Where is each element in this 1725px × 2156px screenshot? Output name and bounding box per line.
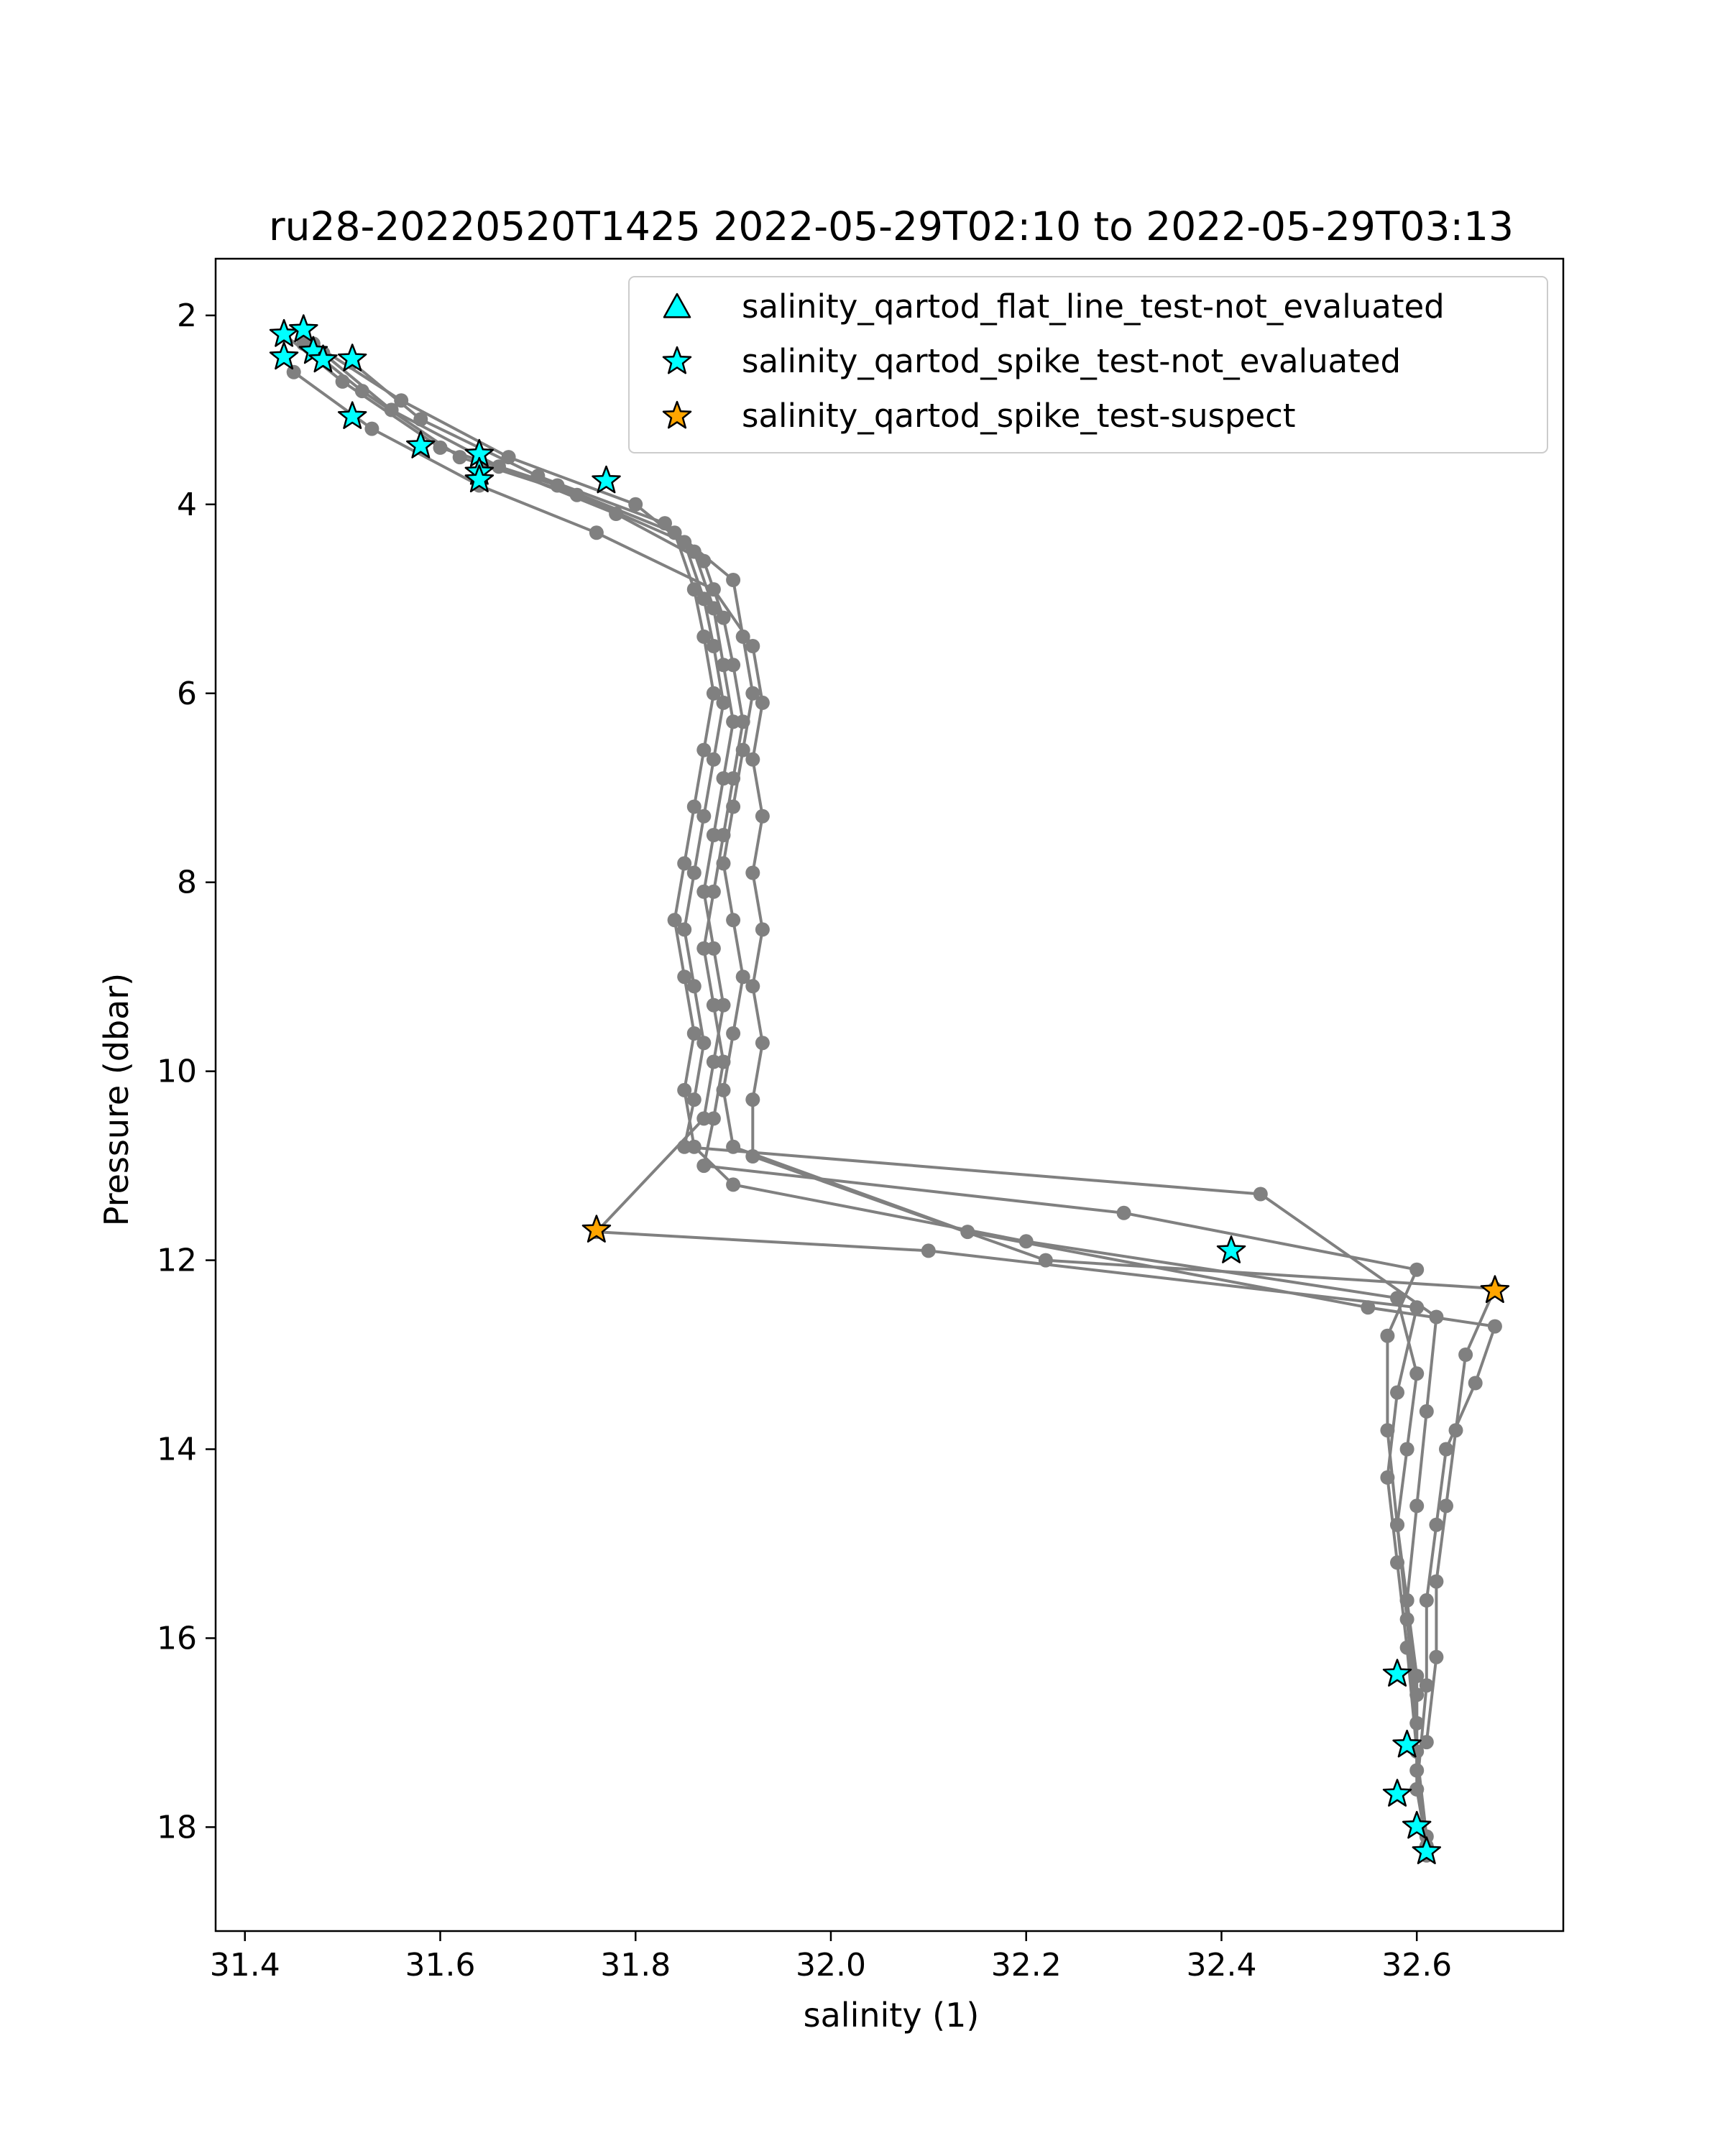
profile-point xyxy=(609,507,623,521)
y-tick-label: 8 xyxy=(177,864,197,901)
profile-point xyxy=(677,1140,691,1154)
plot-area xyxy=(216,259,1563,1931)
profile-point xyxy=(717,998,731,1013)
profile-point xyxy=(726,714,740,729)
profile-point xyxy=(502,450,516,464)
profile-point xyxy=(1420,1404,1434,1419)
y-tick-label: 14 xyxy=(157,1431,197,1468)
profile-point xyxy=(696,1111,711,1125)
profile-point xyxy=(755,922,770,936)
profile-point xyxy=(1420,1593,1434,1608)
chart-title: ru28-20220520T1425 2022-05-29T02:10 to 2022-05-29T03:13 xyxy=(269,203,1514,249)
profile-point xyxy=(696,1158,711,1173)
profile-point xyxy=(628,497,643,512)
x-tick-label: 32.0 xyxy=(795,1947,866,1984)
legend-entry-label: salinity_qartod_flat_line_test-not_evaluated xyxy=(742,287,1445,326)
profile-point xyxy=(1390,1386,1404,1400)
profile-point xyxy=(745,1092,760,1107)
profile-point xyxy=(1400,1442,1414,1457)
profile-point xyxy=(1409,1263,1424,1277)
profile-point xyxy=(394,393,408,407)
profile-point xyxy=(1409,1498,1424,1513)
profile-point xyxy=(1380,1329,1394,1343)
profile-point xyxy=(1429,1575,1443,1589)
profile-point xyxy=(921,1243,936,1258)
profile-point xyxy=(677,922,691,936)
x-tick-label: 32.2 xyxy=(990,1947,1062,1984)
profile-point xyxy=(1439,1498,1453,1513)
x-tick-label: 31.4 xyxy=(209,1947,280,1984)
profile-point xyxy=(707,828,721,842)
y-tick-label: 16 xyxy=(157,1620,197,1657)
x-tick-label: 31.8 xyxy=(600,1947,671,1984)
profile-point xyxy=(717,771,731,786)
profile-point xyxy=(589,525,604,540)
profile-point xyxy=(717,1083,731,1097)
profile-point xyxy=(745,639,760,653)
y-tick-label: 18 xyxy=(157,1809,197,1846)
legend-entry-label: salinity_qartod_spike_test-not_evaluated xyxy=(742,342,1402,380)
x-tick-label: 31.6 xyxy=(405,1947,476,1984)
profile-point xyxy=(1439,1442,1453,1457)
profile-point xyxy=(1458,1348,1473,1362)
profile-point xyxy=(1449,1423,1463,1437)
x-axis-label: salinity (1) xyxy=(803,1996,980,2035)
profile-point xyxy=(755,809,770,824)
profile-point xyxy=(696,885,711,899)
profile-point xyxy=(1429,1650,1443,1664)
profile-point xyxy=(453,450,467,464)
profile-point xyxy=(1488,1319,1502,1334)
axes-frame xyxy=(216,259,1563,1931)
profile-point xyxy=(745,979,760,993)
profile-point xyxy=(755,1036,770,1050)
profile-point xyxy=(745,1149,760,1164)
profile-point xyxy=(726,1140,740,1154)
profile-point xyxy=(707,1055,721,1069)
x-tick-label: 32.4 xyxy=(1186,1947,1257,1984)
profile-point xyxy=(687,866,702,880)
profile-point xyxy=(1400,1641,1414,1655)
profile-point xyxy=(1429,1518,1443,1532)
profile-point xyxy=(726,1026,740,1041)
profile-point xyxy=(1409,1366,1424,1381)
y-tick-label: 6 xyxy=(177,675,197,712)
profile-point xyxy=(696,1036,711,1050)
y-tick-label: 2 xyxy=(177,297,197,334)
y-tick-label: 4 xyxy=(177,486,197,523)
profile-point xyxy=(745,866,760,880)
profile-point xyxy=(726,1177,740,1192)
profile-point xyxy=(726,800,740,814)
profile-point xyxy=(707,601,721,615)
legend xyxy=(629,277,1547,453)
profile-point xyxy=(687,545,702,559)
profile-point xyxy=(726,913,740,927)
profile-point xyxy=(707,752,721,767)
profile-point xyxy=(1117,1206,1131,1220)
profile-point xyxy=(726,573,740,587)
profile-point xyxy=(696,809,711,824)
y-tick-label: 12 xyxy=(157,1242,197,1279)
profile-point xyxy=(364,422,379,436)
profile-point xyxy=(687,1092,702,1107)
profile-point xyxy=(1390,1555,1404,1570)
profile-point xyxy=(717,658,731,672)
profile-point xyxy=(1380,1470,1394,1485)
y-tick-label: 10 xyxy=(157,1053,197,1090)
profile-point xyxy=(755,696,770,710)
profile-point xyxy=(1468,1376,1483,1391)
profile-point xyxy=(717,856,731,870)
x-tick-label: 32.6 xyxy=(1381,1947,1453,1984)
profile-point xyxy=(745,752,760,767)
profile-point xyxy=(1254,1187,1268,1202)
profile-point xyxy=(1409,1300,1424,1314)
profile-point xyxy=(707,941,721,956)
legend-entry-label: salinity_qartod_spike_test-suspect xyxy=(742,397,1296,435)
y-axis-label: Pressure (dbar) xyxy=(97,972,136,1227)
profile-point xyxy=(687,979,702,993)
